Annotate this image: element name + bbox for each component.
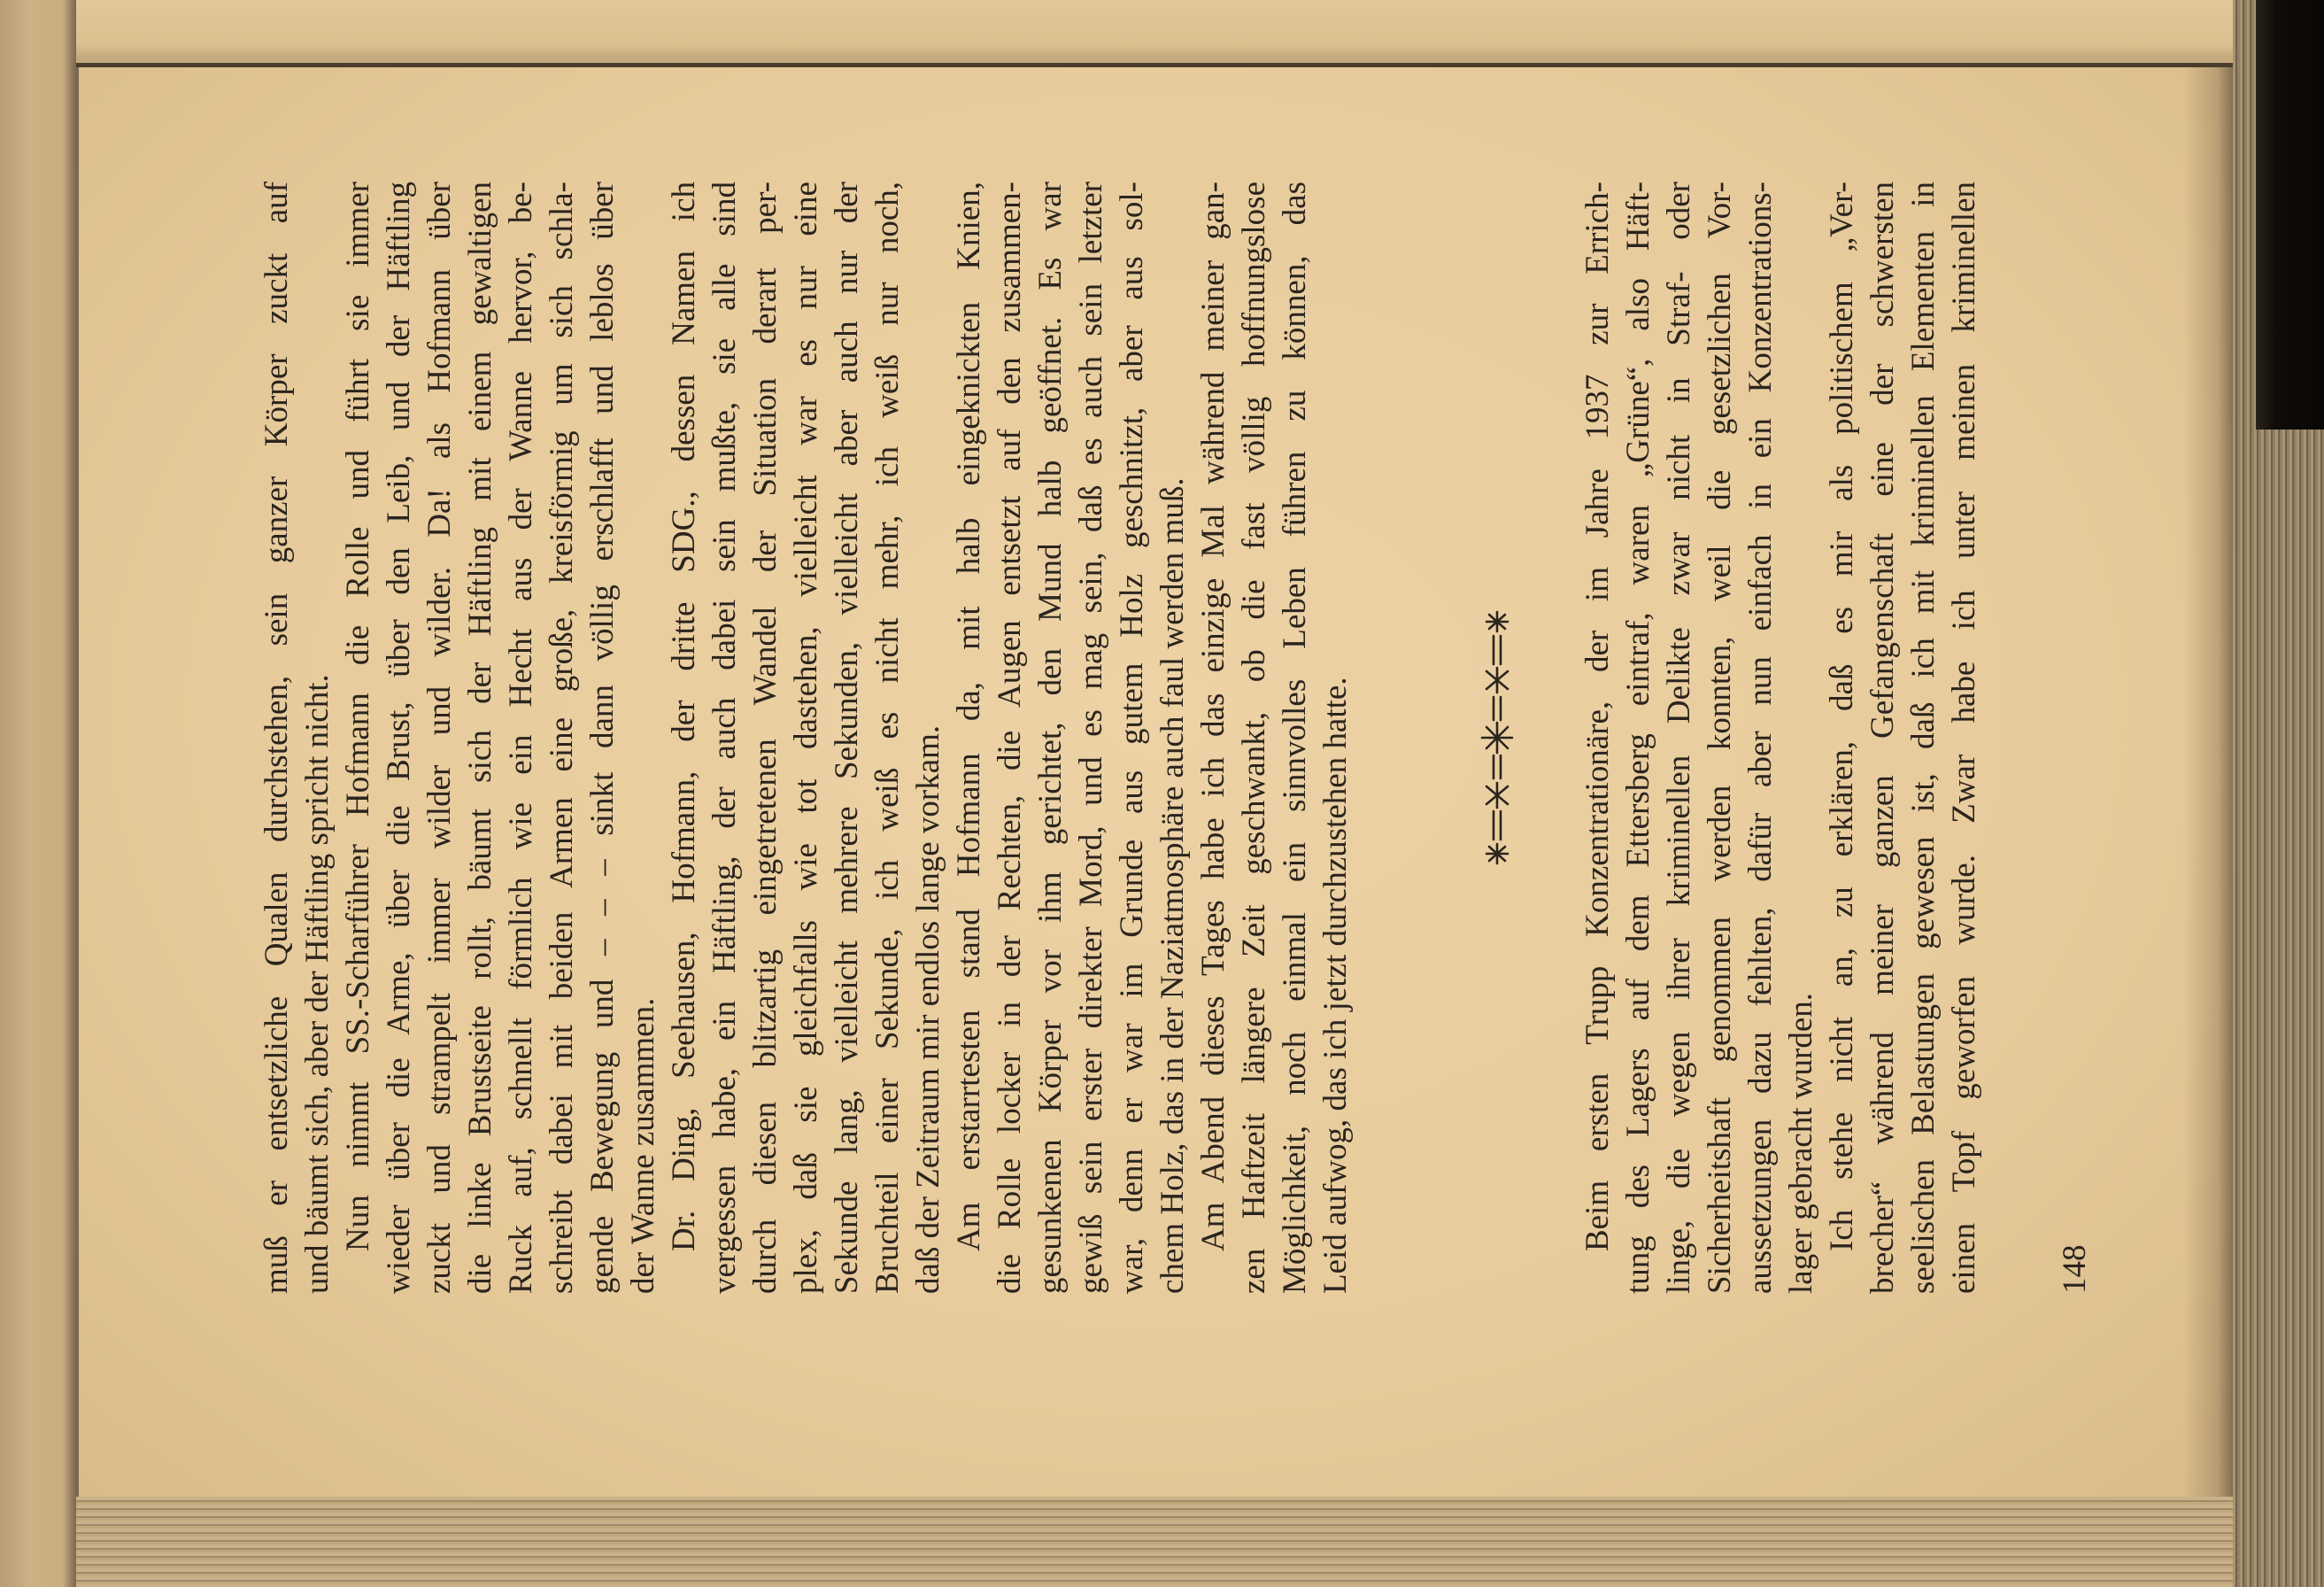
paragraph (1193, 182, 1356, 1294)
text-line: Ich stehe nicht an, zu erklären, daß es mir als politischem „Ver- (1824, 182, 1860, 1251)
page-number: 148 (2057, 1244, 2093, 1294)
text-line: chem Holz, das in der Naziatmosphäre auch faul werden muß. (1154, 477, 1191, 1294)
text-line: Dr. Ding, Seehausen, Hofmann, der dritte SDG., dessen Namen ich (666, 182, 702, 1251)
text-line: schreibt dabei mit beiden Armen eine große, kreisförmig um sich schla- (544, 182, 580, 1294)
text-line: und bäumt sich, aber der Häftling spricht nicht. (299, 674, 336, 1294)
text-line: war, denn er war im Grunde aus gutem Holz geschnitzt, aber aus sol- (1114, 182, 1150, 1294)
gutter-strip (76, 0, 2233, 67)
text-line: Leid aufwog, das ich jetzt durchzustehen hatte. (1317, 677, 1354, 1294)
paragraph (949, 182, 1193, 1294)
text-section-1 (257, 182, 1356, 1294)
text-line: vergessen habe, ein Häftling, der auch dabei sein mußte, sie alle sind (706, 182, 743, 1294)
text-line: Bruchteil einer Sekunde, ich weiß es nicht mehr, ich weiß nur noch, (869, 182, 906, 1294)
text-line: plex, daß sie gleichfalls wie tot dastehen, vielleicht war es nur eine (788, 182, 824, 1294)
text-line: seelischen Belastungen gewesen ist, daß ich mit kriminellen Elementen in (1905, 182, 1942, 1294)
text-line: einen Topf geworfen wurde. Zwar habe ich unter meinen kriminellen (1946, 182, 1982, 1294)
text-line: Möglichkeit, noch einmal ein sinnvolles Leben führen zu können, das (1277, 182, 1313, 1294)
section-break (1356, 182, 1578, 1294)
text-line: der Wanne zusammen. (625, 997, 661, 1294)
text-line: Sekunde lang, vielleicht mehrere Sekunden, vielleicht aber auch nur der (829, 182, 865, 1294)
barbed-wire-divider-icon (1479, 609, 1515, 866)
text-line: Beim ersten Trupp Konzentrationäre, der im Jahre 1937 zur Errich- (1579, 182, 1616, 1251)
paragraph (1822, 182, 1985, 1294)
book-edge-left (0, 0, 76, 1587)
text-line: gende Bewegung und – – – sinkt dann völlig erschlafft und leblos über (584, 182, 621, 1294)
paragraph (664, 182, 949, 1294)
page-curve-shadow (2183, 67, 2233, 1497)
paragraph (338, 182, 664, 1294)
text-line: wieder über die Arme, über die Brust, über den Leib, und der Häftling (381, 182, 417, 1294)
text-line: tung des Lagers auf dem Ettersberg eintraf, waren „Grüne“, also Häft- (1620, 182, 1656, 1294)
paragraph (1578, 182, 1822, 1294)
text-line: durch diesen blitzartig eingetretenen Wandel der Situation derart per- (747, 182, 784, 1294)
text-line: die Rolle locker in der Rechten, die Augen entsetzt auf den zusammen- (992, 182, 1028, 1294)
text-line: zuckt und strampelt immer wilder und wilder. Da! als Hofmann über (421, 182, 458, 1294)
paragraph (257, 182, 338, 1294)
text-line: Am erstarrtesten stand Hofmann da, mit halb eingeknickten Knien, (951, 182, 987, 1251)
text-line: zen Haftzeit längere Zeit geschwankt, ob die fast völlig hoffnungslose (1236, 182, 1272, 1294)
text-line: lager gebracht wurden. (1783, 992, 1819, 1294)
text-line: aussetzungen dazu fehlten, dafür aber nun einfach in ein Konzentrations- (1742, 182, 1779, 1294)
text-line: muß er entsetzliche Qualen durchstehen, sein ganzer Körper zuckt auf (259, 182, 295, 1294)
page-stack-bottom (76, 1497, 2233, 1587)
text-line: daß der Zeitraum mir endlos lange vorkam. (910, 724, 946, 1294)
text-line: linge, die wegen ihrer kriminellen Delikte zwar nicht in Straf- oder (1661, 182, 1697, 1294)
text-line: die linke Brustseite rollt, bäumt sich der Häftling mit einem gewaltigen (462, 182, 498, 1294)
text-line: Nun nimmt SS.-Scharführer Hofmann die Rolle und führt sie immer (340, 182, 376, 1251)
text-line: brecher“ während meiner ganzen Gefangenschaft eine der schwersten (1865, 182, 1901, 1294)
page-text-block (257, 182, 2096, 1294)
scan-background-corner (2256, 0, 2324, 430)
text-line: gesunkenen Körper vor ihm gerichtet, den Mund halb geöffnet. Es war (1032, 182, 1069, 1294)
text-line: Sicherheitshaft genommen werden konnten, weil die gesetzlichen Vor- (1702, 182, 1738, 1294)
text-section-2 (1578, 182, 1985, 1294)
text-line: gewiß sein erster direkter Mord, und es mag sein, daß es auch sein letzter (1073, 182, 1109, 1294)
text-line: Am Abend dieses Tages habe ich das einzige Mal während meiner gan- (1195, 182, 1231, 1251)
text-line: Ruck auf, schnellt förmlich wie ein Hecht aus der Wanne hervor, be- (503, 182, 539, 1294)
